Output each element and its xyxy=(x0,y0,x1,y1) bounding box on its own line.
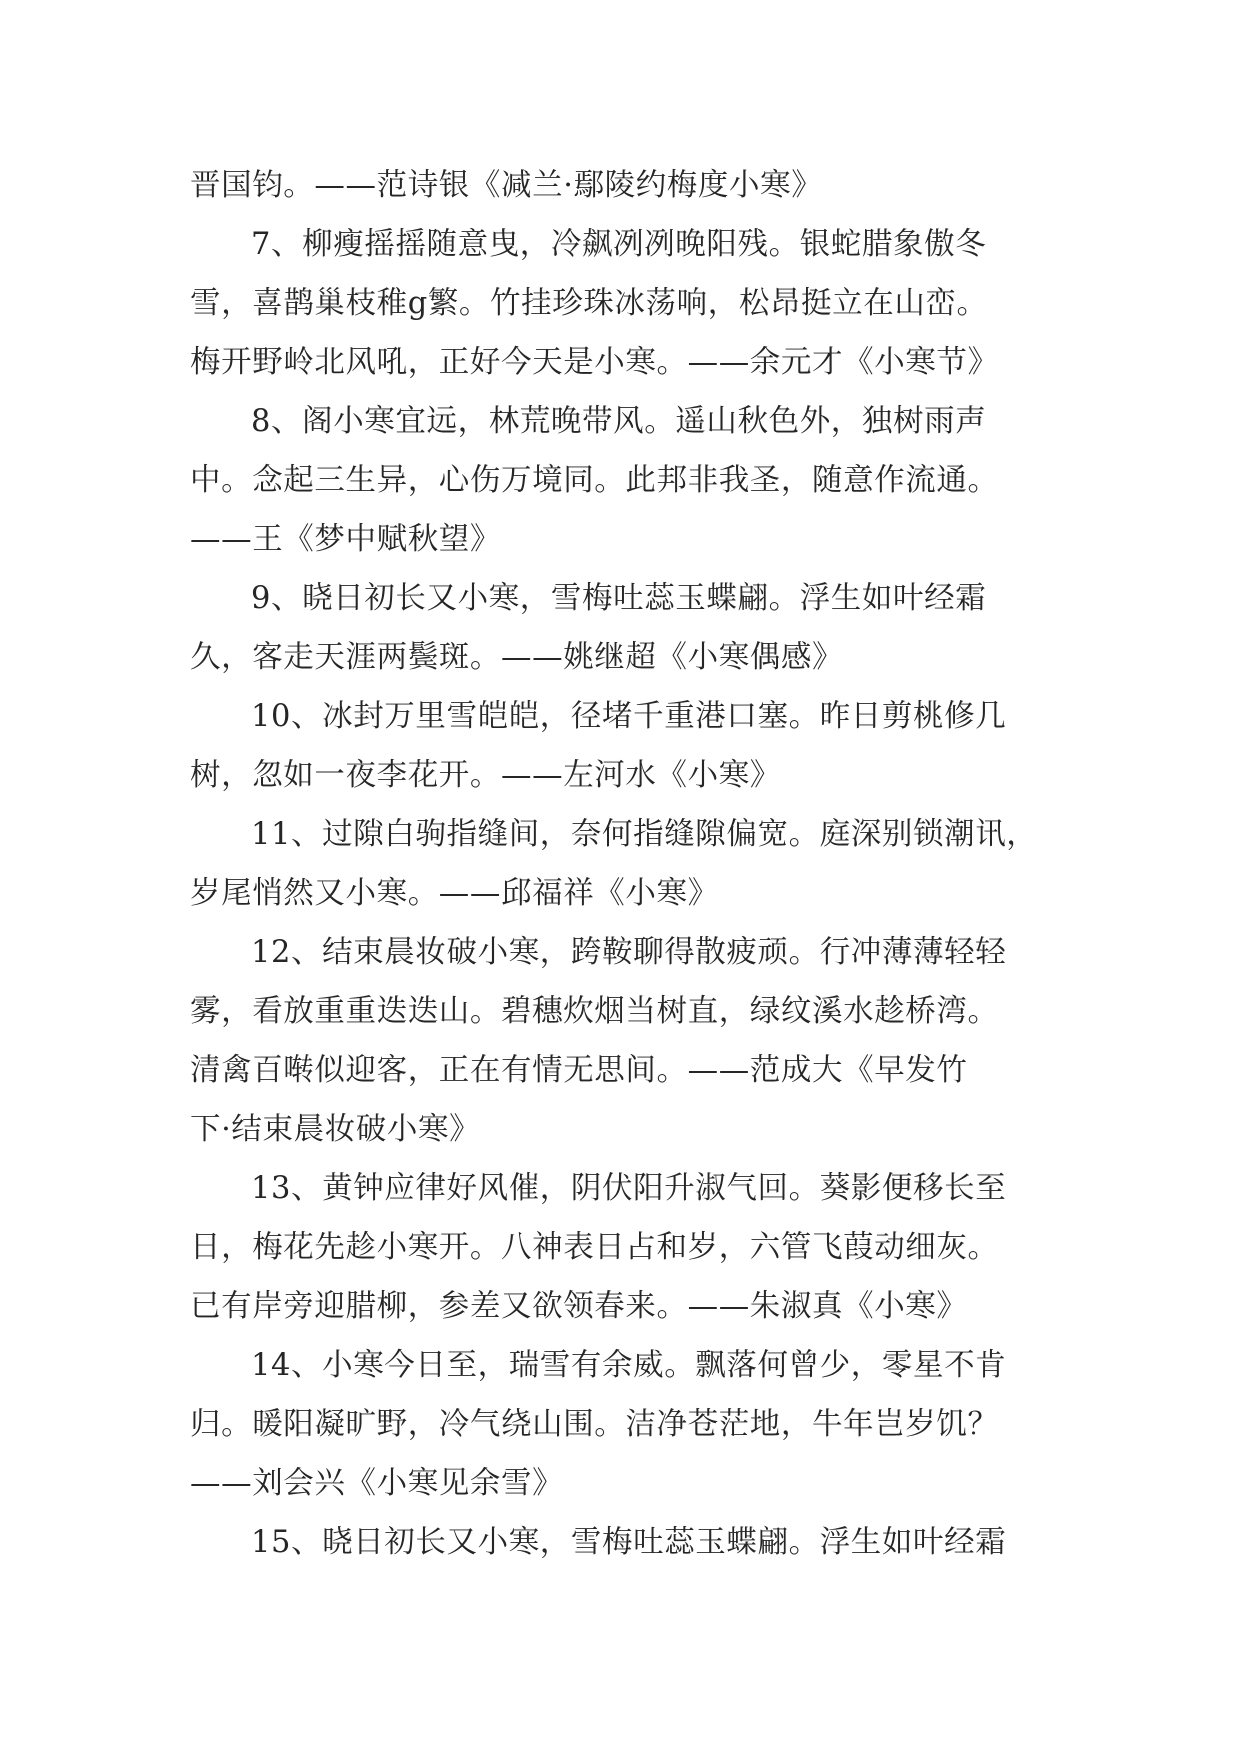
text-line: 15、晓日初长又小寒，雪梅吐蕊玉蝶翩。浮生如叶经霜 xyxy=(251,1525,1007,1560)
document-body xyxy=(190,156,1060,1572)
text-line: 久，客走天涯两鬓斑。——姚继超《小寒偶感》 xyxy=(190,640,844,675)
text-line: ——刘会兴《小寒见余雪》 xyxy=(190,1466,564,1501)
text-line: 归。暖阳凝旷野，冷气绕山围。洁净苍茫地，牛年岂岁饥？ xyxy=(190,1407,999,1442)
text-line: 11、过隙白驹指缝间，奈何指缝隙偏宽。庭深别锁潮讯， xyxy=(251,817,1038,852)
text-line: 已有岸旁迎腊柳，参差又欲领春来。——朱淑真《小寒》 xyxy=(190,1289,968,1324)
text-line: 中。念起三生异，心伤万境同。此邦非我圣，随意作流通。 xyxy=(190,463,999,498)
text-line: 10、冰封万里雪皑皑，径堵千重港口塞。昨日剪桃修几 xyxy=(251,699,1007,734)
text-line: 树，忽如一夜李花开。——左河水《小寒》 xyxy=(190,758,781,793)
text-line: 12、结束晨妆破小寒，跨鞍聊得散疲顽。行冲薄薄轻轻 xyxy=(251,935,1007,970)
text-line: 8、阁小寒宜远，林荒晚带风。遥山秋色外，独树雨声 xyxy=(251,404,987,439)
text-line: 清禽百啭似迎客，正在有情无思间。——范成大《早发竹 xyxy=(190,1053,968,1088)
text-line: 雾，看放重重迭迭山。碧穗炊烟当树直，绿纹溪水趁桥湾。 xyxy=(190,994,999,1029)
text-line: 雪，喜鹊巢枝稚g繁。竹挂珍珠冰荡响，松昂挺立在山峦。 xyxy=(190,286,988,321)
text-line: 7、柳瘦摇摇随意曳，冷飙冽冽晚阳残。银蛇腊象傲冬 xyxy=(251,227,987,262)
text-line: 9、晓日初长又小寒，雪梅吐蕊玉蝶翩。浮生如叶经霜 xyxy=(251,581,987,616)
text-line: 晋国钧。——范诗银《减兰·鄢陵约梅度小寒》 xyxy=(190,168,823,203)
text-line: 14、小寒今日至，瑞雪有余威。飘落何曾少，零星不肯 xyxy=(251,1348,1007,1383)
text-line: 日，梅花先趁小寒开。八神表日占和岁，六管飞葭动细灰。 xyxy=(190,1230,999,1265)
text-line: 岁尾悄然又小寒。——邱福祥《小寒》 xyxy=(190,876,719,911)
text-line: 13、黄钟应律好风催，阴伏阳升淑气回。葵影便移长至 xyxy=(251,1171,1007,1206)
text-line: 梅开野岭北风吼，正好今天是小寒。——余元才《小寒节》 xyxy=(190,345,999,380)
text-line: 下·结束晨妆破小寒》 xyxy=(190,1112,481,1147)
text-line: ——王《梦中赋秋望》 xyxy=(190,522,501,557)
